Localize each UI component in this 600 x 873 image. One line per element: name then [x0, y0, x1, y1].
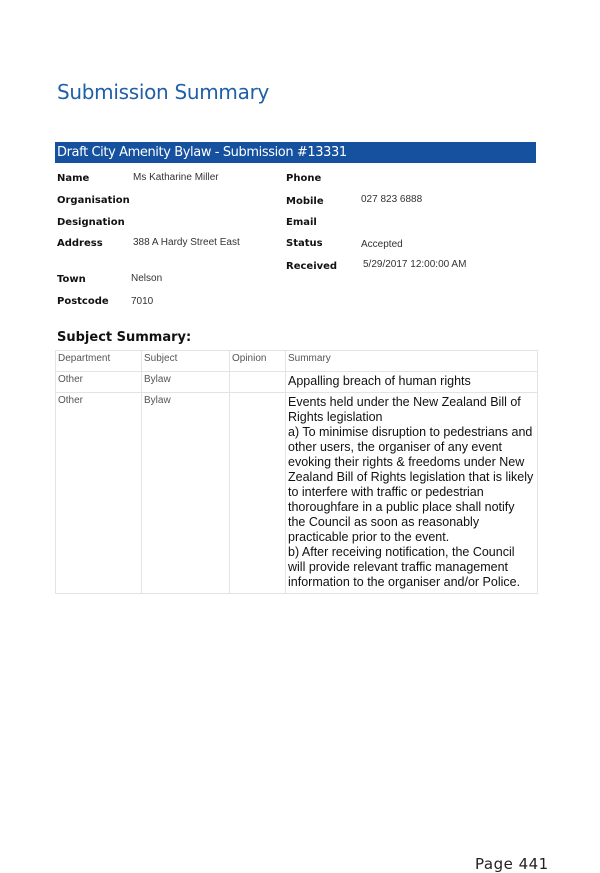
- table-row: [56, 372, 538, 393]
- received-label: Received: [286, 261, 338, 272]
- received-value: 5/29/2017 12:00:00 AM: [363, 259, 467, 270]
- town-label: Town: [57, 274, 86, 285]
- status-label: Status: [286, 238, 323, 249]
- designation-label: Designation: [57, 217, 125, 228]
- table-row: [56, 393, 538, 594]
- email-label: Email: [286, 217, 317, 228]
- column-header-opinion: Opinion: [230, 351, 286, 372]
- address-label: Address: [57, 238, 103, 249]
- postcode-value: 7010: [131, 296, 154, 307]
- table-header-row: [56, 351, 538, 372]
- subject-summary-table: [55, 350, 538, 594]
- opinion-cell: [230, 372, 286, 393]
- summary-cell: Events held under the New Zealand Bill of Rights legislation a) To minimise disruption to pedestrians and other users, the organiser of any event evoking their rights & freedoms under New Zealand Bill of Rights legislation that is likely to interfere with traffic or pedestrian thoroughfare in a public place shall notify the Council as soon as reasonably practicable prior to the event. b) After receiving notification, the Council will provide relevant traffic management information to the organiser and/or Police.: [286, 393, 538, 594]
- address-value: 388 A Hardy Street East: [133, 237, 240, 248]
- name-label: Name: [57, 173, 90, 184]
- department-cell: Other: [56, 372, 142, 393]
- column-header-department: Department: [56, 351, 142, 372]
- subject-summary-heading: Subject Summary:: [57, 330, 192, 345]
- submission-banner: Draft City Amenity Bylaw - Submission #13331: [55, 142, 536, 163]
- page-number: Page 441: [475, 855, 549, 873]
- mobile-label: Mobile: [286, 196, 324, 207]
- postcode-label: Postcode: [57, 296, 109, 307]
- town-value: Nelson: [131, 273, 163, 284]
- organisation-label: Organisation: [57, 195, 130, 206]
- column-header-summary: Summary: [286, 351, 538, 372]
- opinion-cell: [230, 393, 286, 594]
- mobile-value: 027 823 6888: [361, 194, 423, 205]
- phone-label: Phone: [286, 173, 322, 184]
- page-title: Submission Summary: [57, 80, 270, 104]
- subject-cell: Bylaw: [142, 393, 230, 594]
- name-value: Ms Katharine Miller: [133, 172, 219, 183]
- column-header-subject: Subject: [142, 351, 230, 372]
- department-cell: Other: [56, 393, 142, 594]
- status-value: Accepted: [361, 239, 403, 250]
- summary-cell: Appalling breach of human rights: [286, 372, 538, 393]
- subject-cell: Bylaw: [142, 372, 230, 393]
